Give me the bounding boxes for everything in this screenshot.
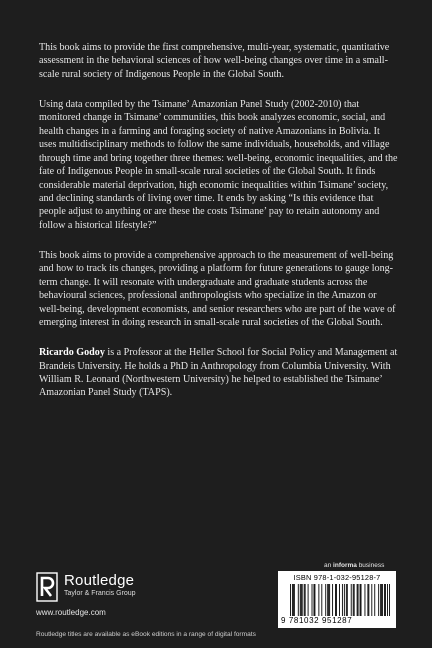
- paragraph-3: This book aims to provide a comprehensive approach to the measurement of well-being and how to track its changes, providing a platform for future generations to gauge long-term change. It will resonate with undergraduate and graduate students across the behavioural sciences, professional anthropologists who specialize in the Amazon or well-being, development economists, and senior researchers who are part of the wave of emerging interest in doing research in small-scale rural societies of the Global South.: [39, 249, 396, 329]
- back-cover-text: [39, 41, 399, 416]
- barcode-bar: [300, 584, 301, 616]
- barcode-bar: [325, 584, 326, 616]
- footer: [0, 560, 432, 648]
- barcode-bar: [367, 584, 368, 616]
- barcode-bar: [339, 584, 340, 616]
- barcode-bar: [374, 584, 375, 616]
- barcode-bar: [294, 584, 295, 616]
- barcode-bar: [335, 584, 336, 616]
- barcode-bar: [358, 584, 359, 616]
- author-name: Ricardo Godoy: [39, 347, 105, 359]
- barcode-bar: [378, 584, 379, 616]
- barcode-bar: [312, 584, 313, 616]
- barcode-bar: [314, 584, 315, 616]
- barcode-bar: [321, 584, 322, 616]
- barcode-bar: [308, 584, 309, 616]
- barcode-bars: [290, 584, 390, 616]
- barcode-bar: [365, 584, 366, 616]
- publisher-website: www.routledge.com: [36, 608, 106, 617]
- barcode-bar: [382, 584, 383, 616]
- informa-business-label: an informa business: [324, 562, 385, 569]
- barcode-bar: [351, 584, 352, 616]
- barcode-bar: [371, 584, 372, 616]
- barcode-bar: [292, 584, 293, 616]
- barcode-bar: [302, 584, 303, 616]
- author-bio: [39, 346, 399, 400]
- barcode-bar: [290, 584, 291, 616]
- barcode-bar: [380, 584, 381, 616]
- isbn-label: ISBN 978-1-032-95128-7: [293, 573, 381, 582]
- publisher-name: Routledge: [64, 572, 135, 589]
- barcode-bar: [332, 584, 333, 616]
- barcode-bar: [336, 584, 337, 616]
- barcode-bar: [293, 584, 294, 616]
- barcode-bar: [315, 584, 316, 616]
- barcode-bar: [353, 584, 354, 616]
- publisher-group: Taylor & Francis Group: [64, 590, 136, 597]
- barcode-bar: [387, 584, 388, 616]
- barcode-bar: [328, 584, 329, 616]
- barcode-bar: [346, 584, 347, 616]
- barcode-bar: [384, 584, 385, 616]
- barcode-bar: [327, 584, 328, 616]
- barcode-bar: [344, 584, 345, 616]
- routledge-logo-icon: [36, 572, 58, 602]
- barcode-bar: [329, 584, 330, 616]
- barcode-bar: [381, 584, 382, 616]
- paragraph-2: Using data compiled by the Tsimane’ Amazonian Panel Study (2002-2010) that monitored change in Tsimane’ communities, this book analyzes economic, social, and health changes in a farming and foraging society of native Amazonians in Bolivia. It uses multidisciplinary methods to follow the same individuals, households, and village through time and bring together three themes: well-being, economic inequalities, and the fate of Indigenous People in small-scale rural societies of the Global South. It finds considerable material deprivation, high economic inequalities within Tsimane’ society, and declining standards of living over time. It ends by asking “Is this evidence that people adjust to anything or are these the costs Tsimane’ pay to retain autonomy and follow a historical lifestyle?”: [39, 98, 398, 231]
- barcode-bar: [360, 584, 361, 616]
- barcode-bar: [347, 584, 348, 616]
- paragraph-1: This book aims to provide the first comprehensive, multi-year, systematic, quantitative assessment in the behavioral sciences of how well-being changes over time in a small-scale rural society of Indigenous People in the Global South.: [39, 42, 390, 80]
- barcode-bar: [304, 584, 305, 616]
- barcode-bar: [361, 584, 362, 616]
- barcode-bar: [305, 584, 306, 616]
- barcode-bar: [298, 584, 299, 616]
- barcode-bar: [368, 584, 369, 616]
- barcode-digits: 9 781032 951287: [281, 616, 353, 625]
- barcode-bar: [318, 584, 319, 616]
- barcode-bar: [301, 584, 302, 616]
- author-bio-text: is a Professor at the Heller School for Social Policy and Management at Brandeis University. He holds a PhD in Anthropology from Columbia University. With William R. Leonard (Northwestern University) he helped to established the Tsimane’ Amazonian Panel Study (TAPS).: [39, 347, 398, 399]
- publisher-logo: [36, 572, 176, 602]
- barcode-bar: [354, 584, 355, 616]
- ebook-notice: Routledge titles are available as eBook editions in a range of digital formats: [36, 631, 256, 638]
- barcode-bar: [342, 584, 343, 616]
- barcode-bar: [385, 584, 386, 616]
- barcode-bar: [357, 584, 358, 616]
- barcode-bar: [389, 584, 390, 616]
- informa-brand: informa: [333, 562, 357, 569]
- isbn-barcode: [278, 571, 396, 628]
